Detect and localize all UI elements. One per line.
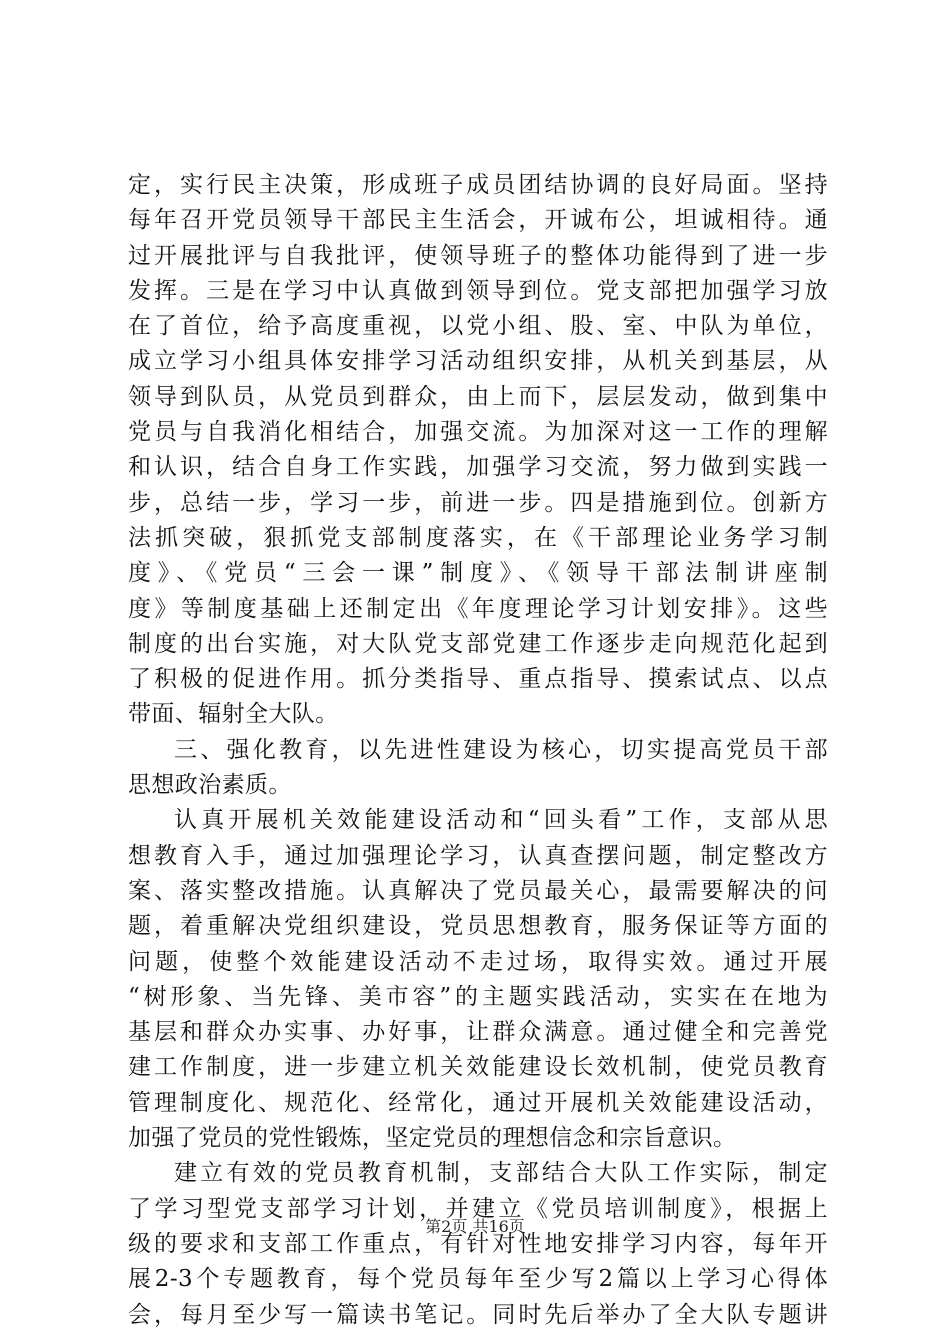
text-line: 建工作制度，进一步建立机关效能建设长效机制，使党员教育 [128, 1054, 828, 1081]
text-line: 展2-3个专题教育，每个党员每年至少写2篇以上学习心得体 [128, 1266, 828, 1293]
text-line: 问题，使整个效能建设活动不走过场，取得实效。通过开展 [128, 948, 828, 975]
text-line: 带面、辐射全大队。 [128, 701, 339, 728]
text-line: 建立有效的党员教育机制，支部结合大队工作实际，制定 [174, 1160, 828, 1187]
text-line: 认真开展机关效能建设活动和“回头看”工作，支部从思 [174, 807, 828, 834]
section-heading-line: 思想政治素质。 [128, 772, 292, 799]
text-line: 案、落实整改措施。认真解决了党员最关心，最需要解决的问 [128, 877, 828, 904]
text-line: 度》等制度基础上还制定出《年度理论学习计划安排》。这些 [128, 595, 828, 622]
page-number-footer: 第2页 共16页 [425, 1217, 525, 1236]
text-line: 法抓突破，狠抓党支部制度落实，在《干部理论业务学习制 [128, 524, 828, 551]
text-line: 级的要求和支部工作重点，有针对性地安排学习内容，每年开 [128, 1230, 828, 1257]
text-line: 发挥。三是在学习中认真做到领导到位。党支部把加强学习放 [128, 277, 828, 304]
text-line: 管理制度化、规范化、经常化，通过开展机关效能建设活动， [128, 1089, 828, 1116]
text-line: 了学习型党支部学习计划，并建立《党员培训制度》，根据上 [128, 1195, 828, 1222]
text-line: 题，着重解决党组织建设，党员思想教育，服务保证等方面的 [128, 913, 828, 940]
text-line: 过开展批评与自我批评，使领导班子的整体功能得到了进一步 [128, 242, 828, 269]
text-line: 和认识，结合自身工作实践，加强学习交流，努力做到实践一 [128, 454, 828, 481]
body-text [128, 168, 828, 1333]
text-line: 定，实行民主决策，形成班子成员团结协调的良好局面。坚持 [128, 172, 828, 198]
text-line: 加强了党员的党性锻炼，坚定党员的理想信念和宗旨意识。 [128, 1125, 737, 1152]
text-line: 会，每月至少写一篇读书笔记。同时先后举办了全大队专题讲 [128, 1301, 828, 1328]
section-heading-line: 三、强化教育，以先进性建设为核心，切实提高党员干部 [174, 736, 828, 763]
text-line: 党员与自我消化相结合，加强交流。为加深对这一工作的理解 [128, 419, 828, 446]
text-line: “树形象、当先锋、美市容”的主题实践活动，实实在在地为 [128, 983, 828, 1010]
text-line: 领导到队员，从党员到群众，由上而下，层层发动，做到集中 [128, 383, 828, 410]
text-line: 在了首位，给予高度重视，以党小组、股、室、中队为单位， [128, 313, 828, 340]
text-line: 想教育入手，通过加强理论学习，认真查摆问题，制定整改方 [128, 842, 828, 869]
text-line: 度》、《党员“三会一课”制度》、《领导干部法制讲座制 [128, 560, 828, 587]
text-line: 基层和群众办实事、办好事，让群众满意。通过健全和完善党 [128, 1019, 828, 1046]
text-line: 每年召开党员领导干部民主生活会，开诚布公，坦诚相待。通 [128, 207, 828, 234]
text-line: 步，总结一步，学习一步，前进一步。四是措施到位。创新方 [128, 489, 828, 516]
text-line: 了积极的促进作用。抓分类指导、重点指导、摸索试点、以点 [128, 666, 828, 693]
text-line: 制度的出台实施，对大队党支部党建工作逐步走向规范化起到 [128, 630, 828, 657]
text-line: 成立学习小组具体安排学习活动组织安排，从机关到基层，从 [128, 348, 828, 375]
